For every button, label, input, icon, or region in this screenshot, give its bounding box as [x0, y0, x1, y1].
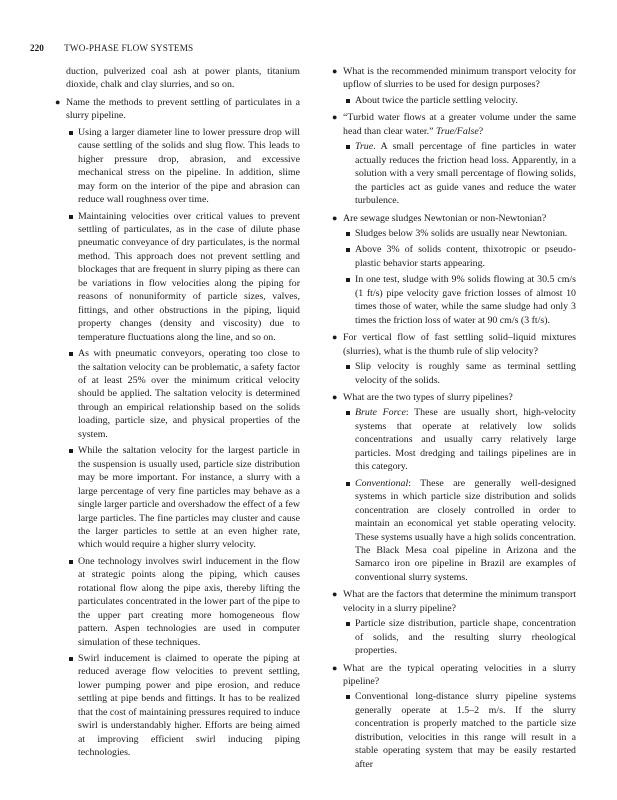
question-turbid-water: ● “Turbid water flows at a greater volume under the same head than clear water.” True/False? — [332, 112, 576, 137]
square-bullet-icon — [69, 215, 73, 219]
page-header — [30, 43, 193, 53]
bullet-icon: ● — [332, 391, 338, 402]
square-bullet-icon — [69, 131, 73, 135]
answer-item: True. A small percentage of fine particles in water actually reduces the friction head loss. Apparently, in a solution with a very small percentage of flowing solids, the particles act as guide vanes and reduce the water turbulence. — [343, 140, 576, 207]
square-bullet-icon — [69, 560, 73, 564]
answer-item: Swirl inducement is claimed to operate the piping at reduced average flow velocities to prevent settling, lower pumping power and pipe erosion, and reduce settling at pipe bends and fittings. It has to be realized that the cost of maintaining pressures required to induce swirl is understandably higher. Efforts are being aimed at improving efficient swirl inducing piping technologies. — [66, 652, 300, 760]
answer-item: While the saltation velocity for the largest particle in the suspension is usually used, particle size distribution may be more important. For instance, a slurry with a large percentage of very fine particles may behave as a single larger particle and overshadow the effect of a few large particles. The fine particles may cluster and cause the larger particles to settle at an even higher rate, which would require a higher slurry velocity. — [66, 444, 300, 552]
question-transport-velocity-factors: ● What are the factors that determine the minimum transport velocity in a slurry pipeline? — [332, 589, 576, 614]
square-bullet-icon — [69, 449, 73, 453]
question-sewage-sludges: ● Are sewage sludges Newtonian or non-Newtonian? — [332, 212, 547, 224]
square-bullet-icon — [69, 352, 73, 356]
square-bullet-icon — [346, 278, 350, 282]
running-title: TWO-PHASE FLOW SYSTEMS — [64, 43, 194, 53]
question-text: Name the methods to prevent settling of particulates in a slurry pipeline. — [66, 96, 300, 122]
answer-item: One technology involves swirl inducement in the flow at strategic points along the piping, which causes rotational flow along the pipe axis, thereby lifting the particulates concentrated in the lower part of the pipe to the upper part creating more homogeneous flow pattern. Aspen technologies are used in computer simulation of these techniques. — [66, 555, 300, 649]
square-bullet-icon — [346, 411, 350, 415]
answer-item: Brute Force: These are usually short, high-velocity systems that operate at relatively low solids concentrations and usually carry relatively large particles. Most dredging and tailings pipelines are in this category. — [343, 406, 576, 473]
bullet-icon: ● — [332, 112, 338, 123]
square-bullet-icon — [346, 365, 350, 369]
square-bullet-icon — [346, 695, 350, 699]
square-bullet-icon — [346, 248, 350, 252]
answer-item: Slip velocity is roughly same as terminal settling velocity of the solids. — [343, 360, 576, 387]
answer-item: Above 3% of solids content, thixotropic or pseudo-plastic behavior starts appearing. — [343, 243, 576, 270]
square-bullet-icon — [69, 657, 73, 661]
square-bullet-icon — [346, 232, 350, 236]
answer-item: Conventional: These are generally well-designed systems in which particle size distribution and solids concentration are closely controlled in order to maintain an economical yet stable operating velocity. These systems usually have a high solids concentration. The Black Mesa coal pipeline in Arizona and the Samarco iron ore pipeline in Brazil are examples of conventional slurry systems. — [343, 477, 576, 585]
question-operating-velocities: ● What are the typical operating velocities in a slurry pipeline? — [332, 662, 576, 688]
answer-item: Conventional long-distance slurry pipeline systems generally operate at 1.5–2 m/s. If the slurry concentration is properly matched to the particle size distribution, velocities in this range will result in a stable operating system that may be easily restarted after — [343, 690, 576, 771]
square-bullet-icon — [346, 145, 350, 149]
bullet-icon: ● — [332, 589, 338, 600]
question-pipeline-types: ● What are the two types of slurry pipelines? — [332, 391, 513, 403]
continuation-paragraph: duction, pulverized coal ash at power plants, titanium dioxide, chalk and clay slurries, and so on. — [66, 66, 300, 91]
answer-item: About twice the particle settling velocity. — [343, 94, 576, 107]
right-column — [332, 65, 576, 771]
bullet-icon: ● — [332, 66, 338, 76]
answer-item: Particle size distribution, particle shape, concentration of solids, and the resulting slurry rheological properties. — [343, 617, 576, 657]
bullet-icon: ● — [332, 332, 338, 343]
question-slip-velocity: ● For vertical flow of fast settling solid–liquid mixtures (slurries), what is the thumb rule of slip velocity? — [332, 332, 576, 357]
answer-item: In one test, sludge with 9% solids flowing at 30.5 cm/s (1 ft/s) pipe velocity gave friction losses of almost 10 times those of water, while the same sludge had only 3 times the friction loss of water at 90 cm/s (3 ft/s). — [343, 273, 576, 327]
answer-item: As with pneumatic conveyors, operating too close to the saltation velocity can be problematic, a safety factor of at least 25% over the minimum critical velocity should be applied. The saltation velocity is determined through an empirical relationship based on the solids loading, particle size, and physical properties of the system. — [66, 347, 300, 441]
square-bullet-icon — [346, 622, 350, 626]
bullet-icon: ● — [55, 96, 61, 107]
answer-item: Using a larger diameter line to lower pressure drop will cause settling of the solids and slug flow. This leads to higher pressure drop, abrasion, and excessive mechanical stress on the pipeline. In addition, slime may form on the interior of the pipe and abrasion can reduce wall roughness over time. — [66, 126, 300, 207]
bullet-icon: ● — [332, 212, 338, 223]
answer-item: Sludges below 3% solids are usually near Newtonian. — [343, 227, 576, 240]
square-bullet-icon — [346, 99, 350, 103]
question-prevent-settling — [55, 96, 300, 123]
left-column — [55, 65, 300, 760]
square-bullet-icon — [346, 482, 350, 486]
bullet-icon: ● — [332, 662, 338, 673]
answer-item: Maintaining velocities over critical values to prevent settling of particulates, as in the case of dilute phase pneumatic conveyance of dry particulates, is the normal method. This approach does not prevent settling and blockages that are frequent in slurry piping as there can be variations in flow velocities along the piping for reasons of nonuniformity of particle sizes, valves, fittings, and other obstructions in the piping, liquid property changes (density and viscosity) due to temperature fluctuations along the line, and so on. — [66, 210, 300, 345]
page-number: 220 — [30, 43, 44, 53]
question-upflow-velocity: ● What is the recommended minimum transport velocity for upflow of slurries to be used for design purposes? — [332, 66, 576, 91]
